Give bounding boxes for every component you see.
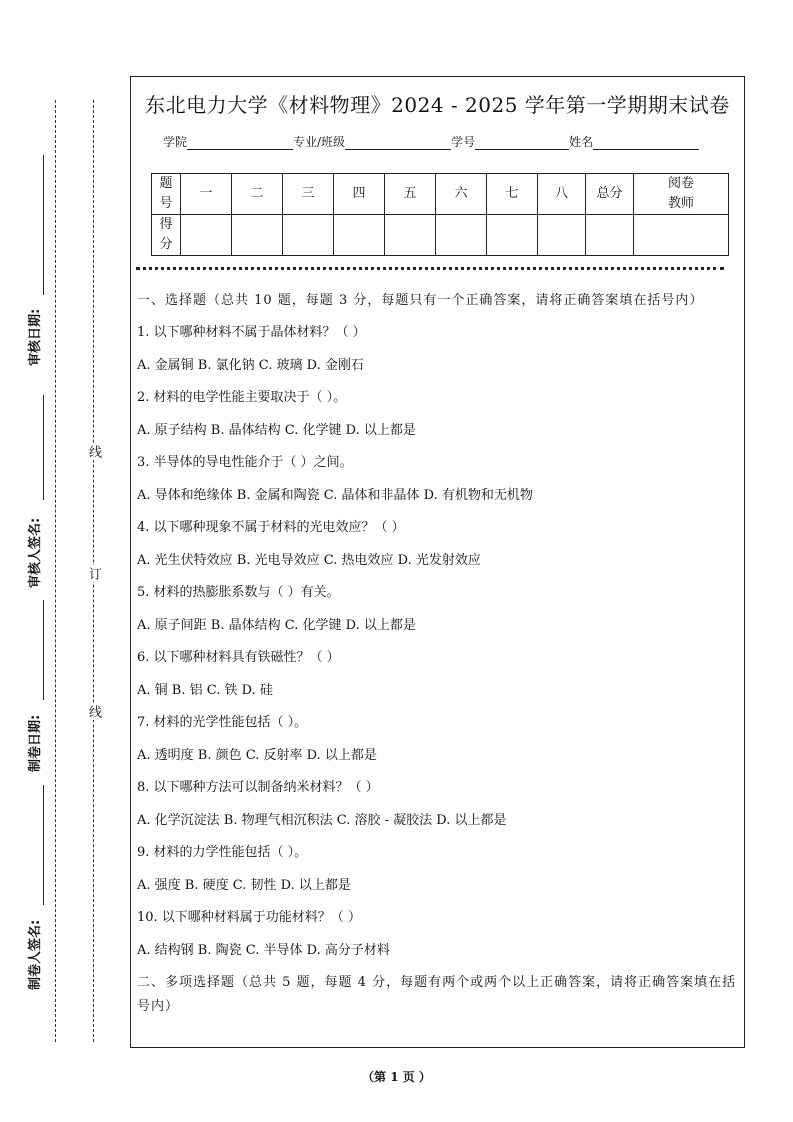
review-date-blank[interactable] bbox=[43, 155, 44, 295]
header-label-cell bbox=[152, 174, 181, 215]
score-cell[interactable] bbox=[334, 215, 385, 256]
question-5: 5. 材料的热膨胀系数与（ ）有关。 bbox=[137, 585, 340, 600]
score-cell[interactable] bbox=[283, 215, 334, 256]
score-table bbox=[151, 173, 729, 256]
question-4-options: A. 光生伏特效应 B. 光电导效应 C. 热电效应 D. 光发射效应 bbox=[137, 553, 481, 568]
header-label-line: 题 bbox=[159, 176, 173, 191]
page-number: （第 1 页 ） bbox=[362, 1070, 431, 1084]
student-id-blank[interactable] bbox=[475, 136, 569, 150]
dotted-separator bbox=[136, 267, 724, 270]
column-header: 七 bbox=[487, 174, 538, 215]
section2-heading: 二、多项选择题（总共 5 题，每题 4 分，每题有两个或两个以上正确答案，请将正确答案填在括号内） bbox=[137, 975, 737, 1014]
student-info-row bbox=[163, 133, 699, 150]
student-id-label: 学号 bbox=[451, 135, 476, 149]
score-cell[interactable] bbox=[487, 215, 538, 256]
column-header: 五 bbox=[385, 174, 436, 215]
question-3-options: A. 导体和绝缘体 B. 金属和陶瓷 C. 晶体和非晶体 D. 有机物和无机物 bbox=[137, 488, 533, 503]
question-9-options: A. 强度 B. 硬度 C. 韧性 D. 以上都是 bbox=[137, 878, 351, 893]
question-10: 10. 以下哪种材料属于功能材料？（ ） bbox=[137, 910, 361, 925]
reviewer-header-line: 教师 bbox=[667, 196, 694, 211]
question-9: 9. 材料的力学性能包括（ ）。 bbox=[137, 845, 308, 860]
score-table-score-row bbox=[152, 215, 729, 256]
score-cell[interactable] bbox=[385, 215, 436, 256]
name-label: 姓名 bbox=[569, 135, 594, 149]
compile-date-blank[interactable] bbox=[43, 600, 44, 700]
question-8-options: A. 化学沉淀法 B. 物理气相沉积法 C. 溶胶 - 凝胶法 D. 以上都是 bbox=[137, 813, 507, 828]
question-10-options: A. 结构钢 B. 陶瓷 C. 半导体 D. 高分子材料 bbox=[137, 943, 390, 958]
exam-frame bbox=[130, 76, 745, 1048]
binding-word-ding: 订 bbox=[86, 567, 101, 580]
name-blank[interactable] bbox=[593, 136, 699, 150]
question-1-options: A. 金属铜 B. 氯化钠 C. 玻璃 D. 金刚石 bbox=[137, 358, 364, 373]
reviewer-signature-cell[interactable] bbox=[634, 215, 729, 256]
question-6-options: A. 铜 B. 铝 C. 铁 D. 硅 bbox=[137, 683, 273, 698]
question-2-options: A. 原子结构 B. 晶体结构 C. 化学键 D. 以上都是 bbox=[137, 423, 416, 438]
exam-body bbox=[137, 289, 741, 1019]
score-cell-total[interactable] bbox=[586, 215, 634, 256]
score-cell[interactable] bbox=[181, 215, 232, 256]
compiler-signature-label: 制卷人签名: bbox=[28, 919, 43, 990]
reviewer-signature-label: 审核人签名: bbox=[28, 517, 43, 588]
exam-title: 东北电力大学《材料物理》2024 - 2025 学年第一学期期末试卷 bbox=[145, 93, 730, 117]
reviewer-signature-blank[interactable] bbox=[43, 395, 44, 500]
review-date-label: 审核日期: bbox=[28, 308, 43, 366]
column-header: 三 bbox=[283, 174, 334, 215]
score-cell[interactable] bbox=[436, 215, 487, 256]
column-header: 四 bbox=[334, 174, 385, 215]
column-header: 一 bbox=[181, 174, 232, 215]
header-label-line: 号 bbox=[159, 196, 173, 211]
score-table-header-row bbox=[152, 174, 729, 215]
section1-heading: 一、选择题（总共 10 题，每题 3 分，每题只有一个正确答案，请将正确答案填在括号内） bbox=[137, 293, 704, 308]
question-8: 8. 以下哪种方法可以制备纳米材料？（ ） bbox=[137, 780, 379, 795]
college-label: 学院 bbox=[163, 135, 188, 149]
column-header: 八 bbox=[538, 174, 586, 215]
question-3: 3. 半导体的导电性能介于（ ）之间。 bbox=[137, 455, 353, 470]
question-2: 2. 材料的电学性能主要取决于（ ）。 bbox=[137, 390, 347, 405]
major-class-label: 专业/班级 bbox=[293, 135, 346, 149]
binding-word-line: 线 bbox=[86, 445, 101, 458]
reviewer-header-cell bbox=[634, 174, 729, 215]
binding-dashed-line-outer bbox=[55, 100, 56, 1042]
question-5-options: A. 原子间距 B. 晶体结构 C. 化学键 D. 以上都是 bbox=[137, 618, 416, 633]
compile-date-label: 制卷日期: bbox=[28, 714, 43, 772]
question-7: 7. 材料的光学性能包括（ ）。 bbox=[137, 715, 308, 730]
column-header: 二 bbox=[232, 174, 283, 215]
question-7-options: A. 透明度 B. 颜色 C. 反射率 D. 以上都是 bbox=[137, 748, 377, 763]
row-label-cell bbox=[152, 215, 181, 256]
major-class-blank[interactable] bbox=[345, 136, 451, 150]
score-cell[interactable] bbox=[232, 215, 283, 256]
column-header: 六 bbox=[436, 174, 487, 215]
row-label-line: 分 bbox=[159, 237, 173, 252]
row-label-line: 得 bbox=[159, 217, 173, 232]
score-cell[interactable] bbox=[538, 215, 586, 256]
question-4: 4. 以下哪种现象不属于材料的光电效应？（ ） bbox=[137, 520, 405, 535]
question-6: 6. 以下哪种材料具有铁磁性？（ ） bbox=[137, 650, 340, 665]
question-1: 1. 以下哪种材料不属于晶体材料？（ ） bbox=[137, 325, 366, 340]
reviewer-header-line: 阅卷 bbox=[667, 176, 694, 191]
college-blank[interactable] bbox=[187, 136, 293, 150]
column-header-total: 总分 bbox=[586, 174, 634, 215]
binding-word-line-lower: 线 bbox=[86, 705, 101, 718]
compiler-signature-blank[interactable] bbox=[43, 785, 44, 905]
